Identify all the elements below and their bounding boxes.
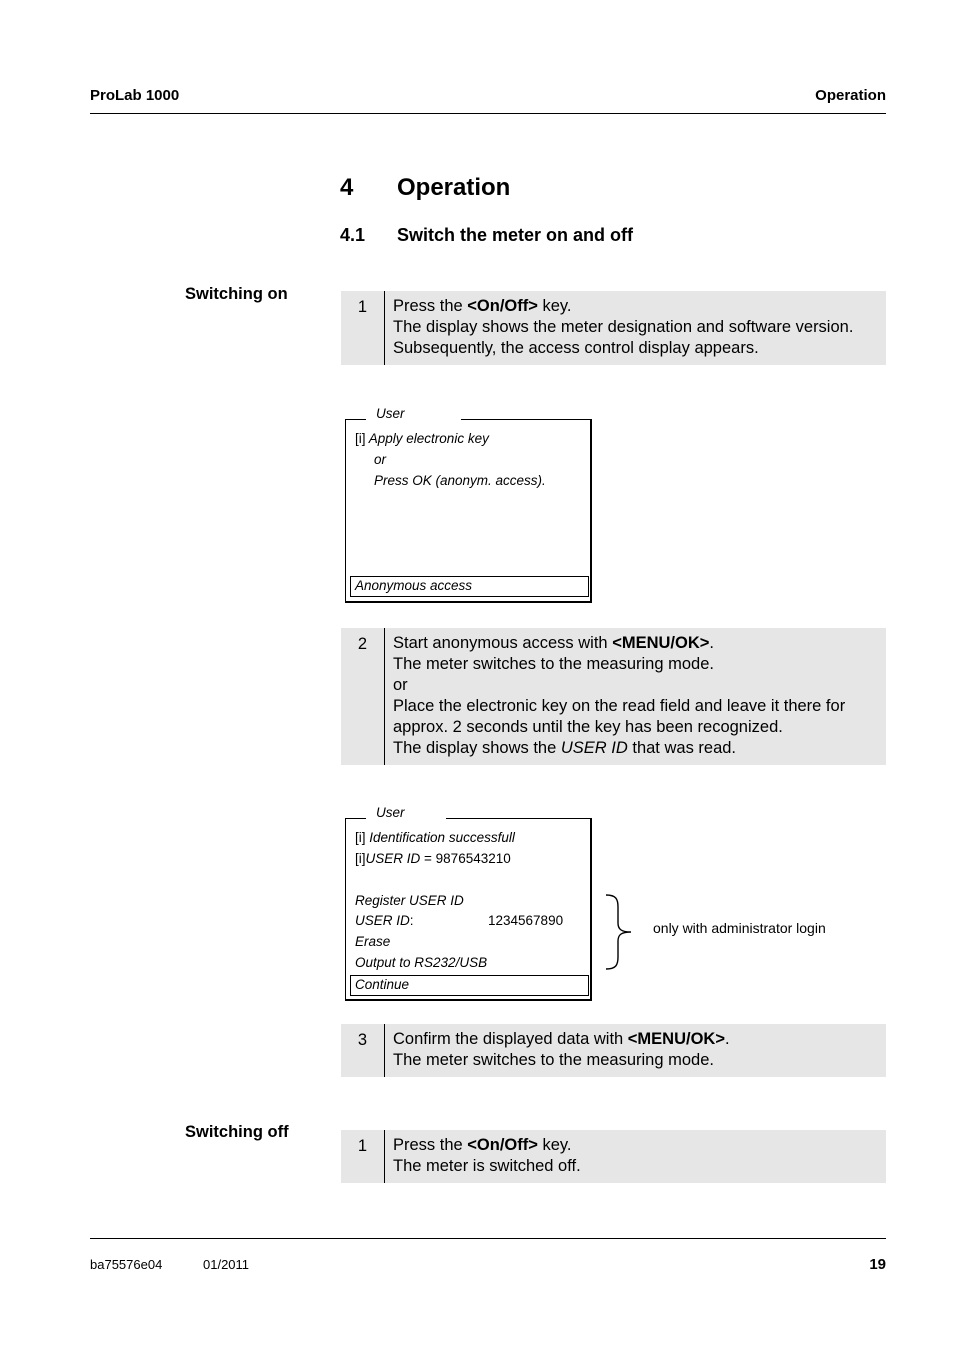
info-marker: [i] xyxy=(355,830,366,845)
display-text: Apply electronic key xyxy=(365,431,489,446)
display-line: Erase xyxy=(355,934,391,949)
step-line: Place the electronic key on the read field and leave it there for xyxy=(393,697,846,715)
step-text-part: that was read. xyxy=(627,739,737,757)
step-text-part: . xyxy=(724,1030,730,1048)
display-text: Identification successfull xyxy=(365,830,515,845)
step-text-part: Press the xyxy=(393,297,468,315)
display-selected-item xyxy=(350,975,589,996)
step-text-part: Confirm the displayed data with xyxy=(393,1030,628,1048)
display-text: USER ID xyxy=(365,851,421,866)
display-selected-item xyxy=(350,576,589,597)
key-name: <On/Off> xyxy=(467,1136,538,1154)
step-on-3 xyxy=(341,1024,886,1077)
step-number: 1 xyxy=(357,298,368,316)
step-text xyxy=(393,633,882,759)
footer-doc-number: ba75576e04 xyxy=(90,1257,163,1272)
admin-note: only with administrator login xyxy=(653,920,826,936)
footer-date: 01/2011 xyxy=(203,1257,250,1272)
step-text-part: . xyxy=(709,634,714,652)
selected-text: Anonymous access xyxy=(355,578,473,593)
display-user-identified xyxy=(345,805,592,1001)
step-number: 3 xyxy=(357,1031,368,1049)
header-product: ProLab 1000 xyxy=(90,87,180,104)
curly-brace-icon xyxy=(604,893,634,971)
registered-user-id-value: 1234567890 xyxy=(488,913,564,928)
display-line: Press OK (anonym. access). xyxy=(374,473,546,488)
step-line: approx. 2 seconds until the key has been recognized. xyxy=(393,718,783,736)
display-line: or xyxy=(374,452,387,467)
step-line: The display shows the meter designation and software version. xyxy=(393,318,854,336)
step-off-1 xyxy=(341,1130,886,1183)
side-label-switching-on: Switching on xyxy=(185,285,288,303)
display-line: Output to RS232/USB xyxy=(355,955,488,970)
display-line xyxy=(355,830,515,845)
display-text: USER ID xyxy=(355,913,410,928)
header-chapter: Operation xyxy=(815,87,886,104)
step-line: Subsequently, the access control display appears. xyxy=(393,339,759,357)
info-marker: [i] xyxy=(355,851,366,866)
selected-text: Continue xyxy=(355,977,410,992)
step-text-part: Start anonymous access with xyxy=(393,634,613,652)
step-text xyxy=(393,296,882,359)
step-line: The meter is switched off. xyxy=(393,1157,581,1175)
display-line xyxy=(355,851,511,866)
step-text-part: key. xyxy=(537,297,572,315)
key-name: <On/Off> xyxy=(467,297,538,315)
footer-rule xyxy=(90,1238,886,1239)
step-divider xyxy=(384,291,385,365)
step-on-2 xyxy=(341,628,886,765)
step-divider xyxy=(384,1024,385,1077)
display-line: Register USER ID xyxy=(355,893,464,908)
section-number: 4.1 xyxy=(340,225,366,245)
info-marker: [i] xyxy=(355,431,366,446)
display-title: User xyxy=(370,805,411,820)
step-line: The meter switches to the measuring mode. xyxy=(393,1051,714,1069)
display-line xyxy=(355,431,489,446)
display-title: User xyxy=(370,406,411,421)
header-rule xyxy=(90,113,886,114)
display-user-access xyxy=(345,406,592,603)
step-divider xyxy=(384,1130,385,1183)
step-on-1 xyxy=(341,291,886,365)
step-text-part: The display shows the xyxy=(393,739,561,757)
chapter-number: 4 xyxy=(340,174,354,201)
section-title: Switch the meter on and off xyxy=(397,225,634,245)
chapter-title: Operation xyxy=(397,174,511,201)
step-text xyxy=(393,1135,882,1177)
display-line xyxy=(355,913,414,928)
key-name: <MENU/OK> xyxy=(627,1030,725,1048)
step-text-part: key. xyxy=(537,1136,572,1154)
step-text-part: Press the xyxy=(393,1136,468,1154)
step-number: 2 xyxy=(357,635,368,653)
user-id-value: = 9876543210 xyxy=(420,851,511,866)
step-line: The meter switches to the measuring mode. xyxy=(393,655,714,673)
side-label-switching-off: Switching off xyxy=(185,1123,289,1141)
step-text-emphasis: USER ID xyxy=(560,739,628,757)
step-divider xyxy=(384,628,385,765)
page-number: 19 xyxy=(869,1256,886,1273)
display-text: : xyxy=(409,913,414,928)
step-line: or xyxy=(393,676,408,694)
step-text xyxy=(393,1029,882,1071)
step-number: 1 xyxy=(357,1137,368,1155)
key-name: <MENU/OK> xyxy=(612,634,710,652)
